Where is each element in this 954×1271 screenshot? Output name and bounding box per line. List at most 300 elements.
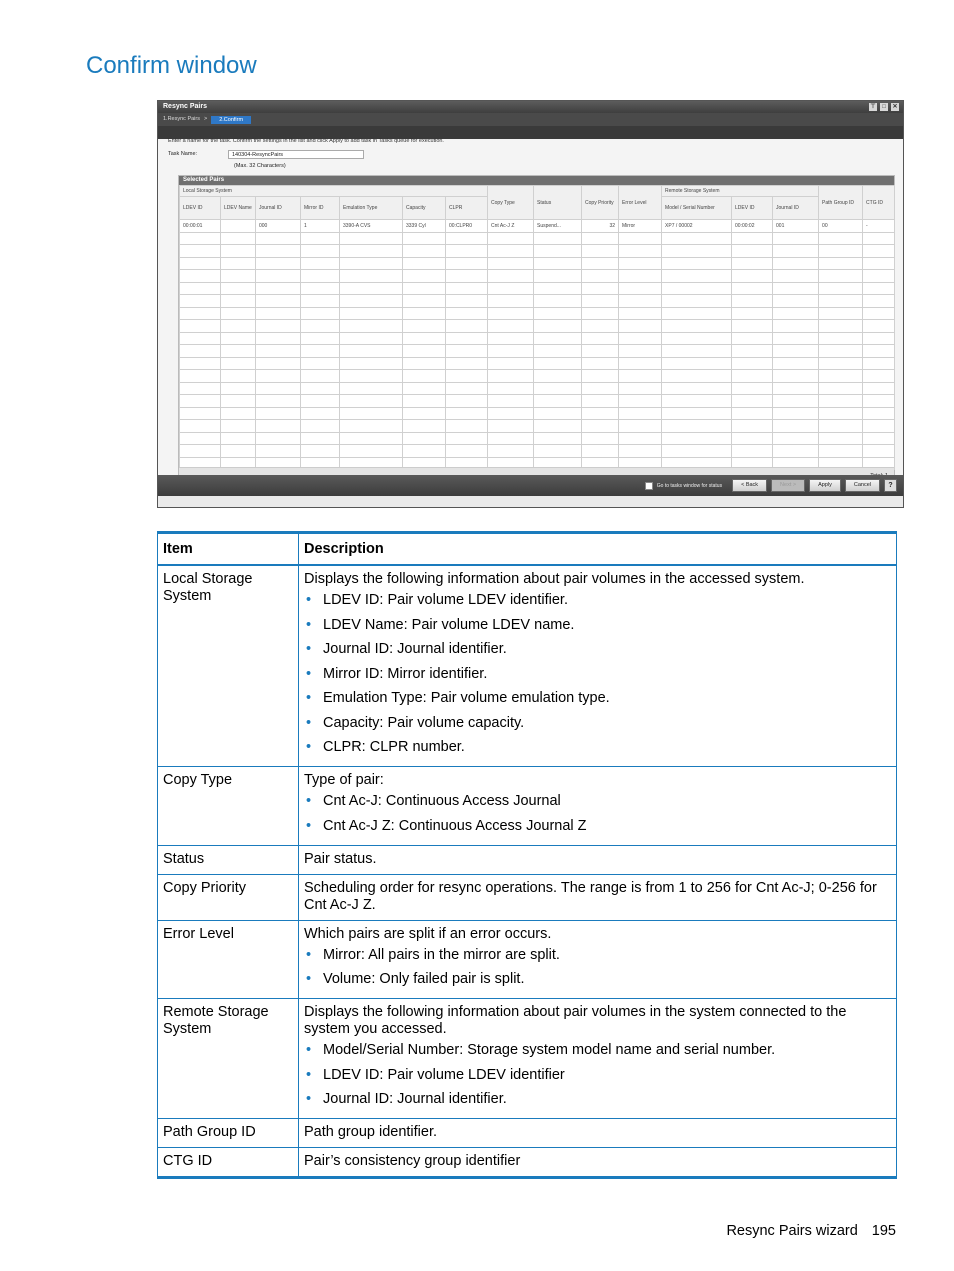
apply-button[interactable]: Apply [809, 479, 841, 492]
maximize-icon[interactable]: □ [880, 103, 888, 111]
empty-cell [403, 357, 446, 370]
empty-cell [582, 245, 619, 258]
col-header[interactable]: Status [534, 186, 582, 220]
goto-tasks-checkbox[interactable] [645, 482, 653, 490]
empty-cell [221, 245, 256, 258]
selected-pairs-panel [178, 175, 895, 481]
empty-cell [340, 282, 403, 295]
empty-cell [301, 345, 340, 358]
empty-cell [819, 395, 863, 408]
empty-table-row [180, 232, 895, 245]
empty-cell [619, 407, 662, 420]
empty-cell [403, 295, 446, 308]
description-cell [299, 845, 897, 874]
description-cell [299, 920, 897, 999]
table-cell: Suspend... [534, 220, 582, 233]
empty-cell [819, 382, 863, 395]
empty-cell [180, 307, 221, 320]
empty-cell [732, 432, 773, 445]
empty-cell [403, 445, 446, 458]
empty-cell [301, 270, 340, 283]
selected-pairs-table [179, 185, 895, 470]
empty-cell [732, 345, 773, 358]
empty-cell [180, 245, 221, 258]
description-text: Path group identifier. [304, 1124, 438, 1140]
empty-cell [732, 270, 773, 283]
empty-cell [403, 307, 446, 320]
empty-cell [773, 370, 819, 383]
empty-cell [488, 382, 534, 395]
empty-cell [221, 270, 256, 283]
empty-cell [340, 345, 403, 358]
empty-cell [221, 332, 256, 345]
empty-cell [732, 370, 773, 383]
empty-cell [301, 382, 340, 395]
empty-cell [619, 370, 662, 383]
empty-cell [340, 445, 403, 458]
empty-cell [488, 420, 534, 433]
empty-cell [732, 357, 773, 370]
list-item: • LDEV ID: Pair volume LDEV identifier [323, 1067, 891, 1084]
empty-cell [582, 445, 619, 458]
empty-cell [619, 332, 662, 345]
dialog-button-bar [158, 475, 903, 496]
empty-cell [340, 432, 403, 445]
empty-cell [446, 307, 488, 320]
description-text: Type of pair: [304, 772, 384, 788]
table-cell: - [863, 220, 895, 233]
empty-cell [619, 357, 662, 370]
col-header[interactable]: Copy Priority [582, 186, 619, 220]
empty-cell [773, 420, 819, 433]
empty-cell [446, 232, 488, 245]
table-cell: 1 [301, 220, 340, 233]
empty-cell [446, 432, 488, 445]
empty-cell [488, 257, 534, 270]
description-cell [299, 1148, 897, 1178]
empty-cell [662, 370, 732, 383]
empty-cell [863, 407, 895, 420]
empty-cell [863, 370, 895, 383]
empty-cell [773, 270, 819, 283]
empty-cell [301, 445, 340, 458]
empty-cell [180, 332, 221, 345]
empty-cell [301, 370, 340, 383]
step-confirm[interactable]: 2.Confirm [211, 116, 251, 124]
empty-cell [534, 357, 582, 370]
empty-cell [534, 445, 582, 458]
empty-cell [446, 320, 488, 333]
empty-cell [534, 257, 582, 270]
task-name-input[interactable]: 140304-ResyncPairs [228, 150, 364, 159]
selected-pairs-title: Selected Pairs [179, 176, 894, 185]
empty-cell [534, 432, 582, 445]
item-cell: Error Level [158, 920, 299, 999]
empty-cell [582, 257, 619, 270]
empty-table-row [180, 282, 895, 295]
col-header[interactable]: LDEV ID [732, 197, 773, 220]
empty-cell [221, 382, 256, 395]
empty-cell [256, 395, 301, 408]
table-row[interactable] [180, 220, 895, 233]
empty-table-row [180, 357, 895, 370]
table-cell: 000 [256, 220, 301, 233]
empty-cell [446, 257, 488, 270]
col-header[interactable]: Model / Serial Number [662, 197, 732, 220]
empty-cell [256, 420, 301, 433]
empty-cell [534, 295, 582, 308]
empty-cell [773, 382, 819, 395]
empty-cell [403, 332, 446, 345]
empty-cell [256, 345, 301, 358]
resync-pairs-dialog-screenshot [157, 100, 904, 508]
empty-cell [488, 370, 534, 383]
empty-cell [819, 357, 863, 370]
empty-cell [221, 295, 256, 308]
empty-cell [180, 445, 221, 458]
empty-cell [180, 232, 221, 245]
table-cell: 00:CLPR0 [446, 220, 488, 233]
empty-cell [773, 407, 819, 420]
empty-cell [732, 395, 773, 408]
table-row [158, 1119, 897, 1148]
empty-cell [340, 307, 403, 320]
empty-cell [863, 270, 895, 283]
bullet-list [304, 947, 891, 989]
empty-cell [180, 382, 221, 395]
empty-cell [221, 395, 256, 408]
empty-cell [582, 432, 619, 445]
empty-cell [446, 270, 488, 283]
empty-cell [819, 370, 863, 383]
empty-cell [180, 270, 221, 283]
table-cell: Cnt Ac-J Z [488, 220, 534, 233]
empty-cell [488, 395, 534, 408]
table-cell: Mirror [619, 220, 662, 233]
empty-cell [582, 232, 619, 245]
empty-cell [301, 295, 340, 308]
empty-cell [301, 420, 340, 433]
empty-cell [534, 382, 582, 395]
empty-cell [446, 345, 488, 358]
empty-cell [819, 232, 863, 245]
empty-cell [488, 432, 534, 445]
empty-cell [863, 232, 895, 245]
footer-section: Resync Pairs wizard [726, 1223, 858, 1239]
empty-cell [582, 332, 619, 345]
empty-cell [488, 295, 534, 308]
empty-cell [221, 407, 256, 420]
bullet-list [304, 592, 891, 756]
empty-cell [221, 420, 256, 433]
empty-cell [534, 282, 582, 295]
empty-cell [403, 270, 446, 283]
empty-cell [819, 282, 863, 295]
empty-cell [488, 320, 534, 333]
empty-table-row [180, 345, 895, 358]
empty-cell [819, 445, 863, 458]
col-header[interactable]: Emulation Type [340, 197, 403, 220]
empty-cell [819, 345, 863, 358]
empty-cell [301, 232, 340, 245]
page-number: 195 [871, 1223, 896, 1239]
empty-cell [863, 432, 895, 445]
empty-cell [301, 332, 340, 345]
col-header[interactable]: Mirror ID [301, 197, 340, 220]
empty-table-row [180, 370, 895, 383]
empty-cell [534, 270, 582, 283]
table-cell: 00:00:01 [180, 220, 221, 233]
empty-cell [773, 295, 819, 308]
empty-cell [180, 345, 221, 358]
empty-cell [180, 295, 221, 308]
empty-cell [732, 320, 773, 333]
empty-cell [256, 332, 301, 345]
empty-cell [662, 295, 732, 308]
empty-cell [301, 282, 340, 295]
dialog-title: Resync Pairs [163, 103, 207, 110]
empty-cell [582, 420, 619, 433]
table-row [158, 565, 897, 767]
empty-cell [582, 270, 619, 283]
empty-cell [662, 395, 732, 408]
empty-cell [446, 407, 488, 420]
empty-cell [221, 232, 256, 245]
empty-cell [619, 445, 662, 458]
empty-cell [773, 245, 819, 258]
empty-cell [221, 307, 256, 320]
table-row [158, 767, 897, 846]
empty-cell [340, 420, 403, 433]
empty-cell [403, 382, 446, 395]
list-item: • CLPR: CLPR number. [323, 739, 891, 756]
empty-cell [180, 432, 221, 445]
empty-cell [534, 320, 582, 333]
description-text: Pair status. [304, 850, 377, 867]
empty-cell [732, 282, 773, 295]
table-cell: 3390-A CVS [340, 220, 403, 233]
empty-cell [403, 257, 446, 270]
back-button[interactable]: < Back [732, 479, 767, 492]
empty-cell [863, 332, 895, 345]
empty-cell [619, 395, 662, 408]
empty-cell [403, 345, 446, 358]
list-item: • Volume: Only failed pair is split. [323, 971, 891, 988]
empty-cell [403, 320, 446, 333]
description-cell [299, 999, 897, 1119]
cancel-button[interactable]: Cancel [845, 479, 880, 492]
empty-cell [534, 395, 582, 408]
empty-cell [340, 357, 403, 370]
empty-cell [619, 320, 662, 333]
empty-cell [662, 245, 732, 258]
table-row [158, 920, 897, 999]
col-header[interactable]: CLPR [446, 197, 488, 220]
empty-cell [446, 245, 488, 258]
empty-cell [819, 295, 863, 308]
empty-cell [221, 432, 256, 445]
empty-cell [662, 257, 732, 270]
empty-cell [180, 407, 221, 420]
list-item: • Mirror ID: Mirror identifier. [323, 666, 891, 683]
pin-icon[interactable]: ⊤ [870, 104, 876, 110]
table-cell: 3339 Cyl [403, 220, 446, 233]
bullet-list [304, 793, 891, 835]
description-cell [299, 767, 897, 846]
empty-cell [403, 407, 446, 420]
empty-cell [863, 307, 895, 320]
help-icon[interactable]: ? [884, 479, 897, 492]
empty-cell [340, 370, 403, 383]
empty-cell [662, 445, 732, 458]
empty-cell [732, 382, 773, 395]
empty-cell [446, 445, 488, 458]
step-resync-pairs[interactable]: 1.Resync Pairs [163, 116, 200, 122]
empty-cell [662, 345, 732, 358]
empty-table-row [180, 395, 895, 408]
description-text: Pair’s consistency group identifier [304, 1153, 521, 1169]
col-header[interactable]: Journal ID [773, 197, 819, 220]
empty-cell [488, 282, 534, 295]
empty-cell [819, 320, 863, 333]
empty-cell [340, 232, 403, 245]
empty-cell [180, 282, 221, 295]
task-name-hint: (Max. 32 Characters) [234, 163, 286, 169]
empty-cell [773, 345, 819, 358]
empty-cell [662, 420, 732, 433]
empty-cell [446, 420, 488, 433]
empty-cell [403, 232, 446, 245]
item-cell: CTG ID [158, 1148, 299, 1178]
list-item: • Model/Serial Number: Storage system model name and serial number. [323, 1042, 891, 1059]
empty-cell [662, 320, 732, 333]
empty-cell [301, 407, 340, 420]
empty-cell [534, 332, 582, 345]
col-header[interactable]: LDEV Name [221, 197, 256, 220]
empty-cell [488, 445, 534, 458]
empty-cell [340, 382, 403, 395]
step-separator: > [204, 116, 208, 122]
empty-cell [662, 357, 732, 370]
empty-cell [619, 270, 662, 283]
empty-cell [819, 245, 863, 258]
col-header[interactable]: CTG ID [863, 186, 895, 220]
empty-cell [340, 270, 403, 283]
empty-cell [534, 407, 582, 420]
empty-cell [180, 357, 221, 370]
empty-cell [256, 282, 301, 295]
empty-cell [773, 395, 819, 408]
col-header[interactable]: Error Level [619, 186, 662, 220]
empty-cell [773, 320, 819, 333]
empty-cell [863, 357, 895, 370]
empty-table-row [180, 432, 895, 445]
description-text: Scheduling order for resync operations. The range is from 1 to 256 for Cnt Ac-J; 0-256 for Cnt Ac-J Z. [304, 879, 877, 913]
col-header[interactable]: Path Group ID [819, 186, 863, 220]
description-cell [299, 1119, 897, 1148]
col-header[interactable]: Copy Type [488, 186, 534, 220]
wizard-steps [158, 113, 903, 126]
empty-cell [773, 307, 819, 320]
instruction-text: Enter a name for the task. Confirm the settings in the list and click Apply to add task in Tasks queue for execution. [168, 138, 444, 144]
page-title: Confirm window [86, 52, 257, 79]
empty-table-row [180, 445, 895, 458]
item-description-table [157, 531, 897, 1179]
empty-cell [340, 395, 403, 408]
description-text: Displays the following information about pair volumes in the accessed system. [304, 571, 805, 587]
empty-cell [819, 332, 863, 345]
empty-cell [256, 407, 301, 420]
col-header[interactable]: Capacity [403, 197, 446, 220]
empty-cell [863, 282, 895, 295]
empty-cell [662, 270, 732, 283]
empty-cell [773, 432, 819, 445]
col-header[interactable]: Journal ID [256, 197, 301, 220]
table-cell: 00:00:02 [732, 220, 773, 233]
empty-cell [534, 245, 582, 258]
table-cell: 00 [819, 220, 863, 233]
empty-cell [773, 445, 819, 458]
empty-cell [619, 420, 662, 433]
empty-cell [863, 420, 895, 433]
empty-cell [619, 307, 662, 320]
next-button[interactable]: Next > [771, 479, 805, 492]
item-cell: Remote Storage System [158, 999, 299, 1119]
empty-cell [863, 445, 895, 458]
empty-cell [732, 407, 773, 420]
empty-cell [301, 320, 340, 333]
list-item: • LDEV ID: Pair volume LDEV identifier. [323, 592, 891, 609]
description-text: Which pairs are split if an error occurs. [304, 925, 552, 942]
empty-cell [582, 307, 619, 320]
empty-cell [488, 345, 534, 358]
empty-cell [863, 320, 895, 333]
col-header[interactable]: LDEV ID [180, 197, 221, 220]
empty-cell [534, 345, 582, 358]
empty-cell [534, 232, 582, 245]
dialog-titlebar [158, 101, 903, 113]
list-item: • Cnt Ac-J: Continuous Access Journal [323, 793, 891, 810]
empty-cell [446, 332, 488, 345]
empty-cell [256, 307, 301, 320]
goto-tasks-label: Go to tasks window for status [656, 482, 723, 489]
empty-cell [256, 320, 301, 333]
empty-cell [863, 395, 895, 408]
table-cell: XP7 / 00002 [662, 220, 732, 233]
empty-cell [582, 395, 619, 408]
list-item: • Emulation Type: Pair volume emulation type. [323, 690, 891, 707]
empty-cell [619, 282, 662, 295]
empty-cell [863, 257, 895, 270]
local-storage-group-header: Local Storage System [180, 186, 488, 197]
empty-cell [773, 282, 819, 295]
empty-cell [534, 307, 582, 320]
empty-table-row [180, 320, 895, 333]
empty-cell [446, 357, 488, 370]
empty-cell [582, 345, 619, 358]
empty-cell [340, 245, 403, 258]
empty-cell [256, 382, 301, 395]
empty-cell [446, 295, 488, 308]
empty-cell [221, 370, 256, 383]
empty-cell [582, 382, 619, 395]
item-cell: Path Group ID [158, 1119, 299, 1148]
list-item: • LDEV Name: Pair volume LDEV name. [323, 617, 891, 634]
list-item: • Journal ID: Journal identifier. [323, 1091, 891, 1108]
empty-cell [819, 307, 863, 320]
empty-cell [732, 307, 773, 320]
close-icon[interactable]: ✕ [892, 104, 898, 110]
